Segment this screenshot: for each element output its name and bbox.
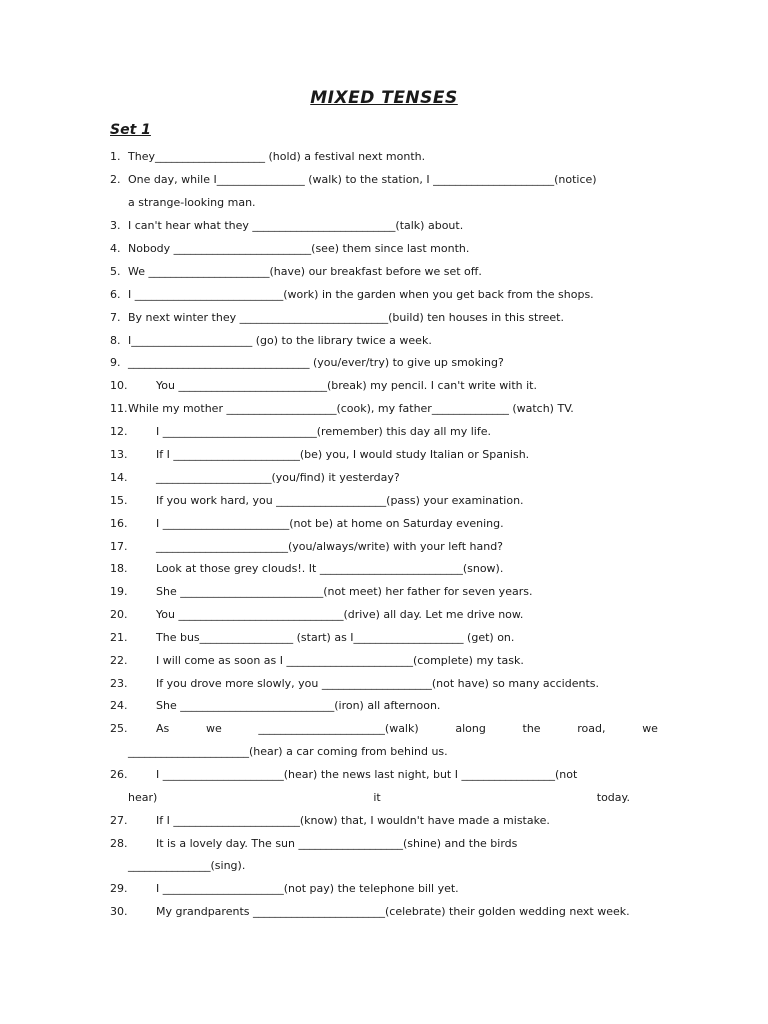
item-word: _______________________(walk) xyxy=(258,722,419,735)
item-text: _______________(sing). xyxy=(128,859,246,872)
item-word: today. xyxy=(596,791,630,804)
item-number: 23. xyxy=(110,677,128,690)
item-text: I can't hear what they __________________________(talk) about. xyxy=(128,219,464,232)
item-word: it xyxy=(373,791,381,804)
item-text: If you drove more slowly, you ____________________(not have) so many accidents. xyxy=(156,677,599,690)
item-text: I ___________________________(work) in the garden when you get back from the shops. xyxy=(128,288,594,301)
item-number: 27. xyxy=(110,814,128,827)
item-text: She __________________________(not meet) her father for seven years. xyxy=(156,585,533,598)
page-title: MIXED TENSES xyxy=(310,88,458,108)
item-text: We ______________________(have) our breakfast before we set off. xyxy=(128,265,482,278)
item-word: hear) xyxy=(128,791,158,804)
item-number: 13. xyxy=(110,448,128,461)
item-word: road, xyxy=(577,722,606,735)
item-word: As xyxy=(156,722,170,735)
item-text: She ____________________________(iron) all afternoon. xyxy=(156,699,441,712)
item-number: 18. xyxy=(110,562,128,575)
item-text: If I _______________________(know) that, I wouldn't have made a mistake. xyxy=(156,814,550,827)
item-number: 20. xyxy=(110,608,128,621)
item-number: 17. xyxy=(110,540,128,553)
item-text: My grandparents ________________________(celebrate) their golden wedding next week. xyxy=(156,905,630,918)
item-text: If you work hard, you ____________________(pass) your examination. xyxy=(156,494,524,507)
item-number: 19. xyxy=(110,585,128,598)
item-text: ______________________(hear) a car coming from behind us. xyxy=(128,745,448,758)
item-word: we xyxy=(205,722,222,735)
item-text xyxy=(156,722,658,736)
item-number: 22. xyxy=(110,654,128,667)
item-word: the xyxy=(522,722,541,735)
item-text: It is a lovely day. The sun ___________________(shine) and the birds xyxy=(156,837,518,850)
item-text: I______________________ (go) to the library twice a week. xyxy=(128,334,432,347)
item-text: I ______________________(not pay) the telephone bill yet. xyxy=(156,882,459,895)
item-number: 8. xyxy=(110,334,121,347)
item-text: I ____________________________(remember) this day all my life. xyxy=(156,425,491,438)
item-number: 30. xyxy=(110,905,128,918)
item-number: 7. xyxy=(110,311,121,324)
item-number: 12. xyxy=(110,425,128,438)
item-number: 5. xyxy=(110,265,121,278)
item-text: While my mother ____________________(cook), my father______________ (watch) TV. xyxy=(128,402,574,415)
item-text: They____________________ (hold) a festival next month. xyxy=(128,150,426,163)
item-number: 4. xyxy=(110,242,121,255)
item-word: along xyxy=(455,722,486,735)
item-number: 2. xyxy=(110,173,121,186)
item-text: I ______________________(hear) the news last night, but I _________________(not xyxy=(156,768,578,781)
item-number: 25. xyxy=(110,722,128,735)
item-text: I _______________________(not be) at home on Saturday evening. xyxy=(156,517,504,530)
item-text xyxy=(128,791,630,805)
item-text: Look at those grey clouds!. It __________________________(snow). xyxy=(156,562,504,575)
item-text: _____________________(you/find) it yesterday? xyxy=(156,471,400,484)
item-text: Nobody _________________________(see) them since last month. xyxy=(128,242,470,255)
item-word: we xyxy=(642,722,658,735)
item-text: One day, while I________________ (walk) to the station, I ______________________(notice) xyxy=(128,173,597,186)
item-text: By next winter they ___________________________(build) ten houses in this street. xyxy=(128,311,564,324)
item-number: 11. xyxy=(110,402,128,415)
item-number: 29. xyxy=(110,882,128,895)
item-number: 15. xyxy=(110,494,128,507)
item-text: a strange-looking man. xyxy=(128,196,256,209)
item-text: I will come as soon as I _______________________(complete) my task. xyxy=(156,654,524,667)
item-number: 16. xyxy=(110,517,128,530)
item-number: 6. xyxy=(110,288,121,301)
item-text: If I _______________________(be) you, I would study Italian or Spanish. xyxy=(156,448,530,461)
item-number: 26. xyxy=(110,768,128,781)
item-number: 28. xyxy=(110,837,128,850)
item-number: 9. xyxy=(110,356,121,369)
item-text: The bus_________________ (start) as I____________________ (get) on. xyxy=(156,631,515,644)
item-number: 1. xyxy=(110,150,121,163)
item-text: You ______________________________(drive) all day. Let me drive now. xyxy=(156,608,524,621)
item-number: 14. xyxy=(110,471,128,484)
item-text: You ___________________________(break) my pencil. I can't write with it. xyxy=(156,379,537,392)
item-text: ________________________(you/always/write) with your left hand? xyxy=(156,540,504,553)
set-heading: Set 1 xyxy=(110,122,151,138)
item-number: 10. xyxy=(110,379,128,392)
item-number: 24. xyxy=(110,699,128,712)
item-number: 21. xyxy=(110,631,128,644)
item-text: _________________________________ (you/ever/try) to give up smoking? xyxy=(128,356,504,369)
item-number: 3. xyxy=(110,219,121,232)
